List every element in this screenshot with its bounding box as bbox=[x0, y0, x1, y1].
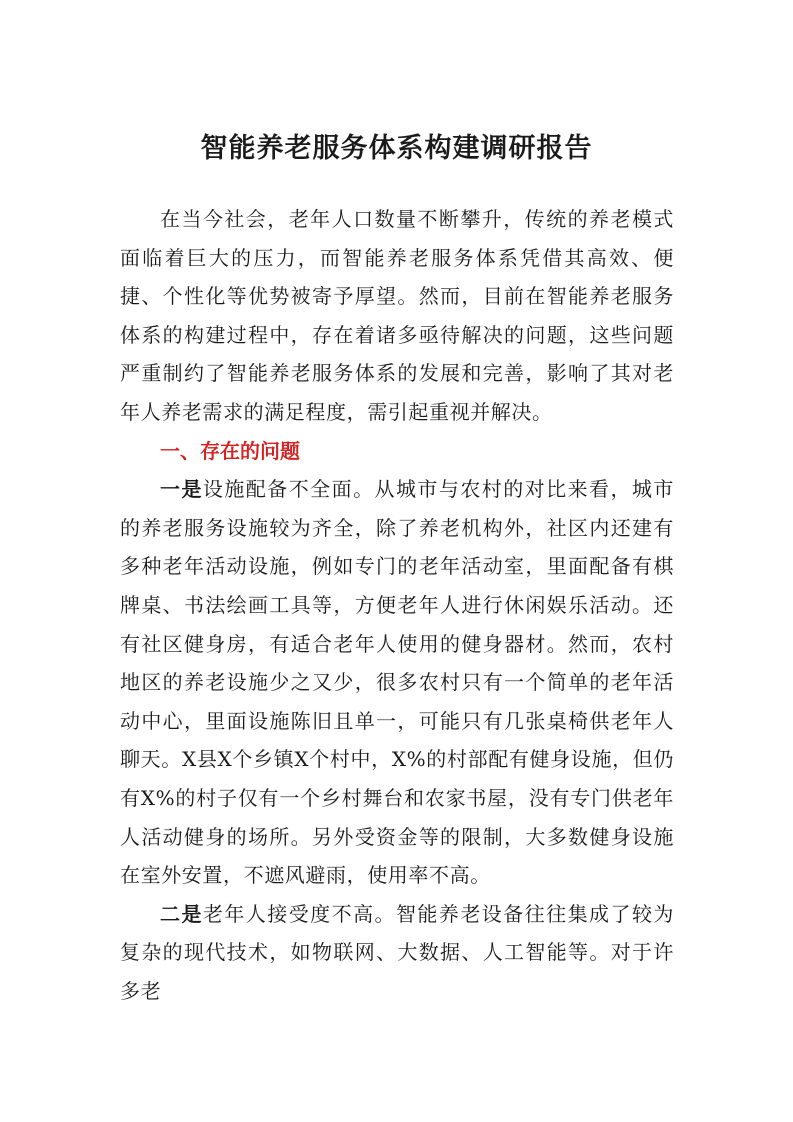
point-one-text: 设施配备不全面。从城市与农村的对比来看，城市的养老服务设施较为齐全，除了养老机构外，社区内还建有多种老年活动设施，例如专门的老年活动室，里面配备有棋牌桌、书法绘画工具等，方便老年人进行休闲娱乐活动。还有社区健身房，有适合老年人使用的健身器材。然而，农村地区的养老设施少之又少，很多农村只有一个简单的老年活动中心，里面设施陈旧且单一，可能只有几张桌椅供老年人聊天。X县X个乡镇X个村中，X%的村部配有健身设施，但仍有X%的村子仅有一个乡村舞台和农家书屋，没有专门供老年人活动健身的场所。另外受资金等的限制，大多数健身设施在室外安置，不遮风避雨，使用率不高。 bbox=[120, 477, 674, 888]
point-two-text: 老年人接受度不高。智能养老设备往往集成了较为复杂的现代技术，如物联网、大数据、人工智能等。对于许多老 bbox=[120, 901, 674, 1003]
intro-paragraph: 在当今社会，老年人口数量不断攀升，传统的养老模式面临着巨大的压力，而智能养老服务体系凭借其高效、便捷、个性化等优势被寄予厚望。然而，目前在智能养老服务体系的构建过程中，存在着诸多亟待解决的问题，这些问题严重制约了智能养老服务体系的发展和完善，影响了其对老年人养老需求的满足程度，需引起重视并解决。 bbox=[120, 207, 674, 424]
section-heading-problems: 一、存在的问题 bbox=[160, 438, 300, 463]
document-body bbox=[120, 200, 674, 1010]
point-two-lead: 二是 bbox=[160, 901, 203, 926]
document-title: 智能养老服务体系构建调研报告 bbox=[200, 133, 593, 164]
point-one-lead: 一是 bbox=[160, 477, 203, 502]
point-one-paragraph bbox=[120, 470, 674, 895]
point-two-paragraph bbox=[120, 895, 674, 1011]
